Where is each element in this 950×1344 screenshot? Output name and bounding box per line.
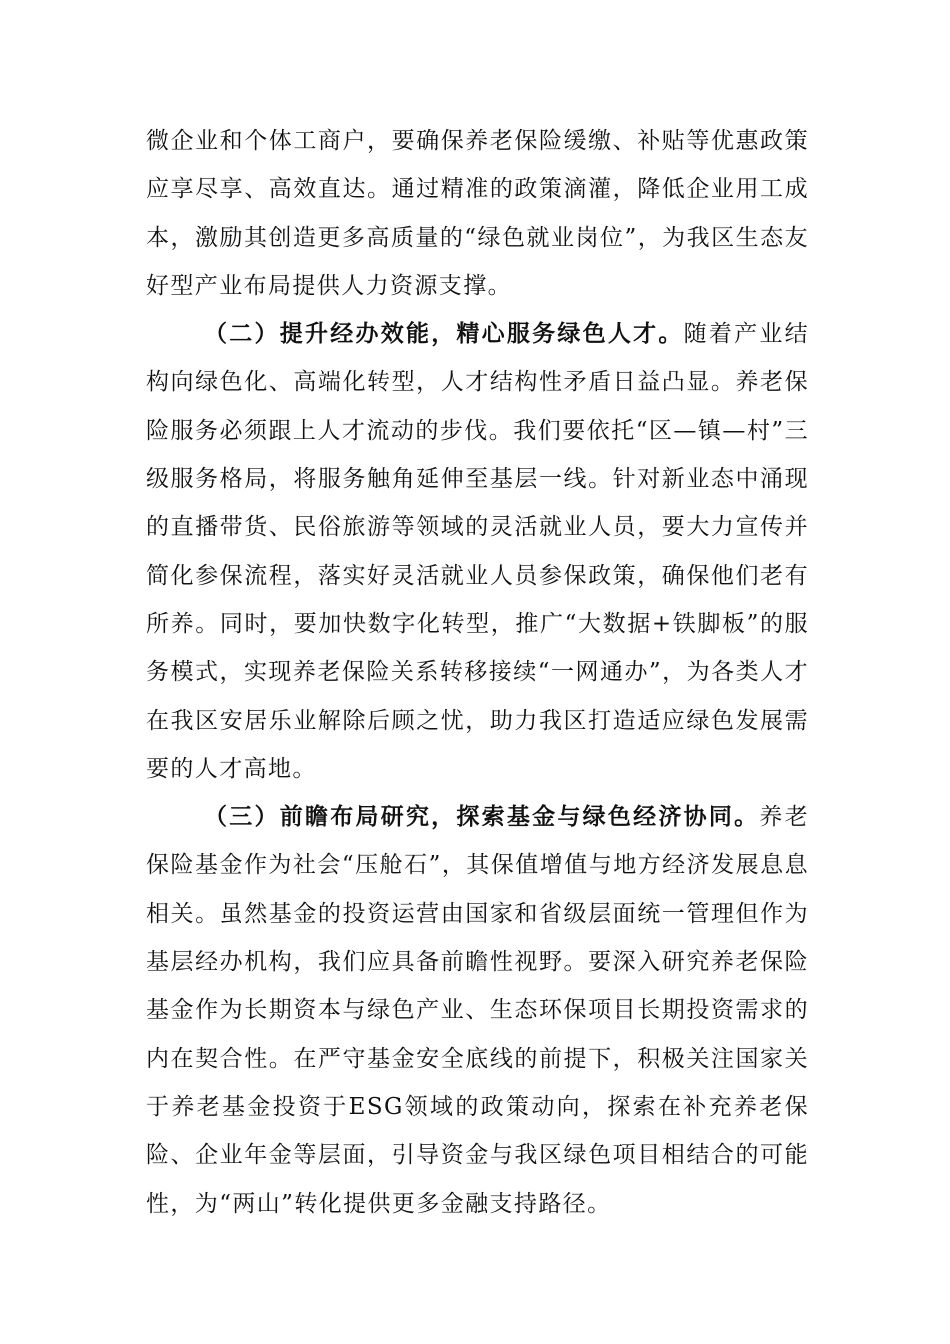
paragraph-3 [146,793,809,1228]
paragraph-3-body: 养老保险基金作为社会“压舱石”，其保值增值与地方经济发展息息相关。虽然基金的投资运营由国家和省级层面统一管理但作为基层经办机构，我们应具备前瞻性视野。要深入研究养老保险基金作为长期资本与绿色产业、生态环保项目长期投资需求的内在契合性。在严守基金安全底线的前提下，积极关注国家关于养老基金投资于ESG领域的政策动向，探索在补充养老保险、企业年金等层面，引导资金与我区绿色项目相结合的可能性，为“两山”转化提供更多金融支持路径。 [146,804,809,1217]
paragraph-1 [146,117,809,310]
section-heading-2: （二）提升经办效能，精心服务绿色人才。 [204,320,684,348]
paragraph-1-body: 微企业和个体工商户，要确保养老保险缓缴、补贴等优惠政策应享尽享、高效直达。通过精准的政策滴灌，降低企业用工成本，激励其创造更多高质量的“绿色就业岗位”，为我区生态友好型产业布局提供人力资源支撑。 [146,128,809,299]
paragraph-2 [146,310,809,793]
section-heading-3: （三）前瞻布局研究，探索基金与绿色经济协同。 [204,803,760,831]
paragraph-2-body: 随着产业结构向绿色化、高端化转型，人才结构性矛盾日益凸显。养老保险服务必须跟上人才流动的步伐。我们要依托“区—镇—村”三级服务格局，将服务触角延伸至基层一线。针对新业态中涌现的直播带货、民俗旅游等领域的灵活就业人员，要大力宣传并简化参保流程，落实好灵活就业人员参保政策，确保他们老有所养。同时，要加快数字化转型，推广“大数据+铁脚板”的服务模式，实现养老保险关系转移接续“一网通办”，为各类人才在我区安居乐业解除后顾之忧，助力我区打造适应绿色发展需要的人才高地。 [146,321,809,782]
body-text [146,117,809,1228]
